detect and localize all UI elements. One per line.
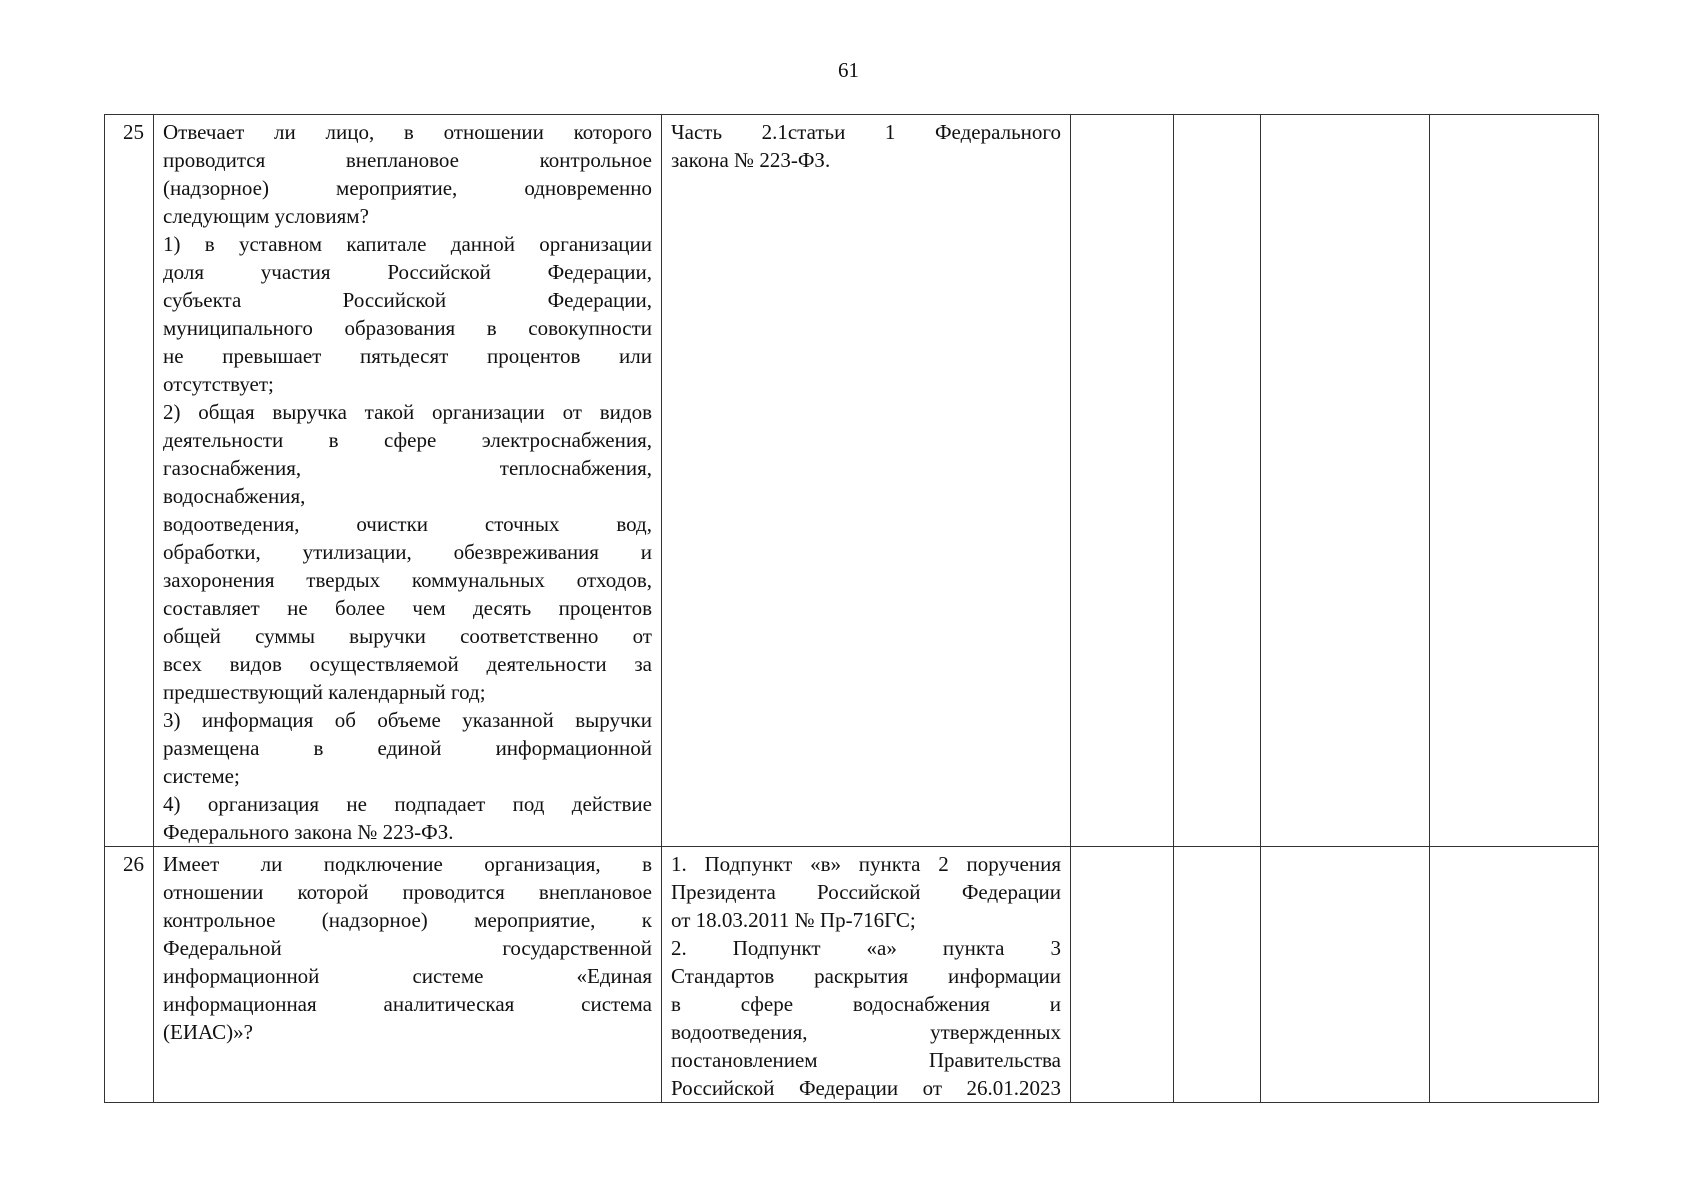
empty-cell [1261,115,1430,847]
question-line: захоронения твердых коммунальных отходов, [163,568,652,592]
row-number: 25 [105,115,154,847]
table-row [105,847,1599,1103]
question-line: размещена в единой информационной [163,736,652,760]
basis-line: водоотведения, утвержденных [671,1020,1061,1044]
row-number: 26 [105,847,154,1103]
question-cell [154,847,662,1103]
basis-line: Президента Российской Федерации [671,880,1061,904]
question-line: муниципального образования в совокупности [163,316,652,340]
question-line: не превышает пятьдесят процентов или [163,344,652,368]
basis-line: в сфере водоснабжения и [671,992,1061,1016]
basis-line: Часть 2.1статьи 1 Федерального [671,120,1061,144]
question-line: информационная аналитическая система [163,992,652,1016]
question-line: общей суммы выручки соответственно от [163,624,652,648]
basis-line: закона № 223-ФЗ. [671,148,831,172]
table-row [105,115,1599,847]
question-line: предшествующий календарный год; [163,680,486,704]
question-line: отсутствует; [163,372,274,396]
question-line: Федерального закона № 223-ФЗ. [163,820,454,844]
question-line: водоотведения, очистки сточных вод, [163,512,652,536]
question-line: проводится внеплановое контрольное [163,148,652,172]
basis-line: постановлением Правительства [671,1048,1061,1072]
empty-cell [1071,847,1174,1103]
basis-line: 1. Подпункт «в» пункта 2 поручения [671,852,1061,876]
question-line: субъекта Российской Федерации, [163,288,652,312]
empty-cell [1071,115,1174,847]
basis-line: от 18.03.2011 № Пр-716ГС; [671,908,916,932]
empty-cell [1430,115,1599,847]
question-line: отношении которой проводится внеплановое [163,880,652,904]
basis-line: Стандартов раскрытия информации [671,964,1061,988]
empty-cell [1174,115,1261,847]
question-line: 4) организация не подпадает под действие [163,792,652,816]
basis-line: Российской Федерации от 26.01.2023 [671,1076,1061,1100]
question-line: системе; [163,764,240,788]
question-line: (ЕИАС)»? [163,1020,253,1044]
question-line: Отвечает ли лицо, в отношении которого [163,120,652,144]
question-line: всех видов осуществляемой деятельности за [163,652,652,676]
checklist-table [104,114,1599,1103]
question-line: 3) информация об объеме указанной выручки [163,708,652,732]
question-line: Имеет ли подключение организация, в [163,852,652,876]
question-line: 2) общая выручка такой организации от видов [163,400,652,424]
empty-cell [1261,847,1430,1103]
legal-basis-cell [662,847,1071,1103]
question-line: обработки, утилизации, обезвреживания и [163,540,652,564]
question-line: контрольное (надзорное) мероприятие, к [163,908,652,932]
question-line: (надзорное) мероприятие, одновременно [163,176,652,200]
question-line: 1) в уставном капитале данной организации [163,232,652,256]
question-line: газоснабжения, теплоснабжения, [163,456,652,480]
question-line: водоснабжения, [163,484,306,508]
question-line: составляет не более чем десять процентов [163,596,652,620]
question-line: деятельности в сфере электроснабжения, [163,428,652,452]
question-cell [154,115,662,847]
empty-cell [1174,847,1261,1103]
legal-basis-cell [662,115,1071,847]
question-line: доля участия Российской Федерации, [163,260,652,284]
question-line: информационной системе «Единая [163,964,652,988]
question-line: следующим условиям? [163,204,369,228]
empty-cell [1430,847,1599,1103]
question-line: Федеральной государственной [163,936,652,960]
basis-line: 2. Подпункт «а» пункта 3 [671,936,1061,960]
page-number: 61 [838,58,859,82]
